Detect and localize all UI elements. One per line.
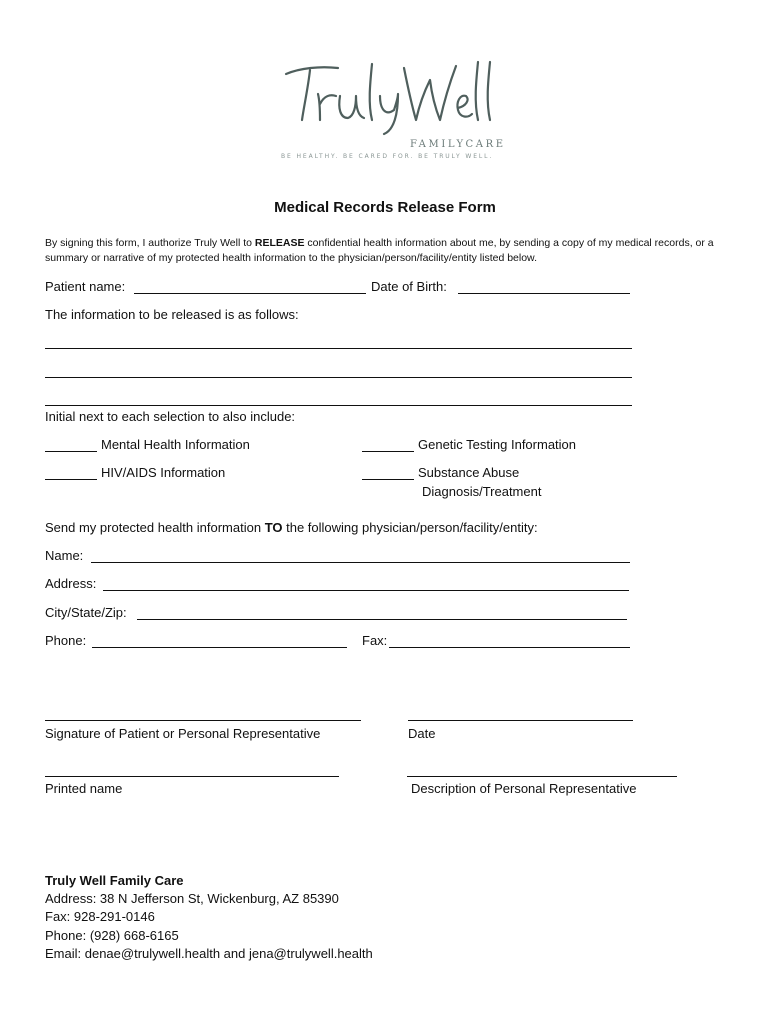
dob-field[interactable] [458,293,630,294]
send-text-start: Send my protected health information [45,520,265,535]
info-line-1[interactable] [45,348,632,349]
signature-field[interactable] [45,720,361,721]
date-field[interactable] [408,720,633,721]
contact-org: Truly Well Family Care [45,873,184,888]
logo-subtitle: FAMILYCARE [410,139,506,150]
send-text-end: the following physician/person/facility/entity: [282,520,538,535]
substance-initial-field[interactable] [362,479,414,480]
recipient-address-field[interactable] [103,590,629,591]
contact-email: Email: denae@trulywell.health and jena@trulywell.health [45,946,373,961]
initial-label: Initial next to each selection to also include: [45,409,296,424]
substance-option-line2: Diagnosis/Treatment [422,484,542,499]
dob-label: Date of Birth: [371,279,447,294]
contact-address: Address: 38 N Jefferson St, Wickenburg, AZ 85390 [45,891,339,906]
intro-text-end: confidential health information about me, by sending a copy of my medical records, or a summary or narrative of my protected health information to the physician/person/facility/entity listed below. [45,237,714,264]
intro-text-bold: RELEASE [254,237,305,249]
send-text-bold: TO [264,520,283,535]
description-label: Description of Personal Representative [411,781,637,796]
recipient-city-label: City/State/Zip: [45,605,127,620]
mental-health-option: Mental Health Information [101,437,250,452]
form-title: Medical Records Release Form [274,199,496,216]
recipient-name-field[interactable] [91,562,630,563]
intro-text-start: By signing this form, I authorize Truly Well to [45,237,255,249]
recipient-name-label: Name: [45,548,84,563]
description-field[interactable] [407,776,677,777]
logo-tagline: BE HEALTHY. BE CARED FOR. BE TRULY WELL. [281,153,494,160]
signature-label: Signature of Patient or Personal Representative [45,726,321,741]
printed-name-label: Printed name [45,781,123,796]
hiv-option: HIV/AIDS Information [101,465,226,480]
recipient-phone-label: Phone: [45,633,87,648]
send-to-label [45,520,538,536]
info-line-2[interactable] [45,377,632,378]
substance-option-line1: Substance Abuse [418,465,520,480]
intro-paragraph [45,236,725,266]
info-line-3[interactable] [45,405,632,406]
patient-name-label: Patient name: [45,279,126,294]
genetic-initial-field[interactable] [362,451,414,452]
recipient-address-label: Address: [45,576,97,591]
date-label: Date [408,726,436,741]
printed-name-field[interactable] [45,776,339,777]
contact-phone: Phone: (928) 668-6165 [45,928,179,943]
truly-well-logo-wordmark [280,58,500,138]
mental-health-initial-field[interactable] [45,451,97,452]
contact-fax: Fax: 928-291-0146 [45,909,155,924]
recipient-fax-field[interactable] [389,647,630,648]
patient-name-field[interactable] [134,293,366,294]
recipient-phone-field[interactable] [92,647,347,648]
hiv-initial-field[interactable] [45,479,97,480]
recipient-fax-label: Fax: [362,633,388,648]
genetic-option: Genetic Testing Information [418,437,577,452]
info-label: The information to be released is as follows: [45,307,299,322]
recipient-city-field[interactable] [137,619,627,620]
